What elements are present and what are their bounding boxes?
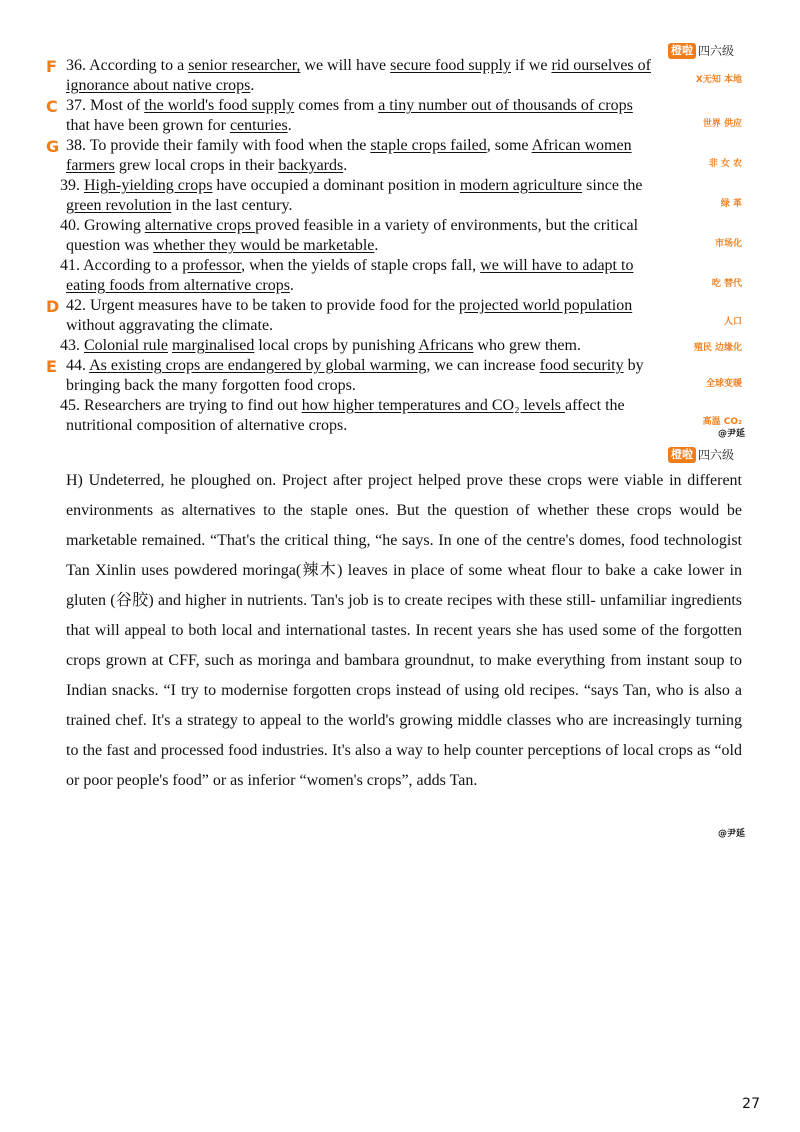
underlined-phrase: eating foods from alternative crops [66, 277, 290, 294]
question-text: . [343, 157, 348, 174]
answer-letter: D [46, 297, 60, 316]
question-text: , when the yields of staple crops fall, [241, 257, 481, 274]
underlined-phrase: centuries [229, 117, 288, 134]
underlined-phrase: marginalised [171, 337, 255, 354]
vocab-annotation: 人口 [723, 317, 742, 327]
vocab-annotation: 世界 供应 [702, 119, 742, 129]
question-line [60, 416, 736, 436]
underlined-phrase: food security [539, 357, 624, 374]
question-line [60, 396, 736, 416]
vocab-annotation: 非 女 农 [708, 159, 742, 169]
passage-text: H) Undeterred, he ploughed on. Project after project helped prove these crops were viable in different environments as alternatives to the staple ones. But the question of whether these crops would be marketable remained. “That's the critical thing, “he says. In one of the centre's domes, food technologist Tan Xinlin uses powdered moringa(辣木) leaves in place of some wheat flour to bake a cake lower in gluten (谷胶) and higher in nutrients. Tan's job is to create recipes with these still- unfamiliar ingredients that will appeal to both local and international tastes. In recent years she has used some of the forgotten crops grown at CFF, such as moringa and bambara groundnut, to make everything from instant soup to Indian snacks. “I try to modernise forgotten crops instead of using old recipes. “says Tan, who is also a trained chef. It's a strategy to appeal to the world's growing middle classes who are increasingly turning to the fast and processed food industries. It's also a way to help counter perceptions of local crops as “old or poor people's food” or as inferior “women's crops”, adds Tan. [66, 472, 742, 789]
answer-letter: C [46, 97, 58, 116]
question-text: affect the [564, 397, 625, 414]
underlined-phrase: a tiny number out of thousands of crops [378, 97, 633, 114]
underlined-phrase: farmers [66, 157, 115, 174]
vocab-annotation: X无知 本地 [695, 75, 742, 85]
question-line [60, 236, 736, 256]
page-number: 27 [742, 1096, 760, 1112]
passage-paragraph [66, 466, 742, 796]
question-line [66, 96, 742, 116]
question-38 [66, 136, 742, 176]
question-line [66, 56, 742, 76]
question-text: grew local crops in their [114, 157, 279, 174]
underlined-phrase: backyards [278, 157, 344, 174]
question-line [60, 176, 736, 196]
underlined-phrase: modern agriculture [459, 177, 583, 194]
underlined-phrase: Africans [418, 337, 474, 354]
question-text: proved feasible in a variety of environments, but the critical [255, 217, 639, 234]
question-text: . [250, 77, 255, 94]
question-line [66, 356, 742, 376]
question-text: we will have [300, 57, 391, 74]
question-36 [66, 56, 742, 96]
question-text: nutritional composition of alternative crops. [66, 417, 348, 434]
question-text: who grew them. [473, 337, 581, 354]
question-text: that have been grown for [66, 117, 230, 134]
question-text: local crops by punishing [254, 337, 419, 354]
question-37 [66, 96, 742, 136]
answer-letter: E [46, 357, 57, 376]
brand-level: 四六级 [698, 43, 735, 58]
question-text: . [374, 237, 379, 254]
question-text: . [289, 277, 294, 294]
question-text: if we [511, 57, 552, 74]
question-text: 45. Researchers are trying to find out [60, 397, 302, 414]
question-line [60, 256, 736, 276]
brand-level: 四六级 [698, 447, 735, 462]
question-text: 44. [66, 357, 90, 374]
vocab-annotation: 高温 CO₂ [702, 417, 742, 427]
question-text: 38. To provide their family with food when the [66, 137, 371, 154]
underlined-phrase: High-yielding crops [84, 177, 213, 194]
question-text: question was [66, 237, 154, 254]
question-40 [60, 216, 736, 256]
question-43 [60, 336, 736, 356]
underlined-phrase: As existing crops are endangered by global warming [89, 357, 427, 374]
question-text: 42. Urgent measures have to be taken to provide food for the [66, 297, 459, 314]
question-text: comes from [294, 97, 379, 114]
question-text: have occupied a dominant position in [212, 177, 460, 194]
question-line [66, 296, 742, 316]
question-line [66, 116, 742, 136]
vocab-annotation: 吃 替代 [711, 279, 742, 289]
question-line [66, 316, 742, 336]
underlined-phrase: projected world population [458, 297, 633, 314]
question-text: without aggravating the climate. [66, 317, 274, 334]
underlined-phrase: green revolution [66, 197, 172, 214]
question-text: 40. Growing [60, 217, 145, 234]
underlined-phrase: the world's food supply [144, 97, 295, 114]
underlined-phrase: whether they would be marketable [153, 237, 375, 254]
question-line [66, 136, 742, 156]
question-text: 36. According to a [66, 57, 189, 74]
brand-tag-middle [668, 446, 734, 463]
answer-letter: G [46, 137, 60, 156]
question-line [60, 196, 736, 216]
underlined-phrase: ignorance about native crops [66, 77, 251, 94]
question-39 [60, 176, 736, 216]
underlined-phrase: staple crops failed [370, 137, 487, 154]
question-text: 41. According to a [60, 257, 183, 274]
underlined-phrase: alternative crops [144, 217, 256, 234]
vocab-annotation: 全球变暖 [705, 379, 742, 389]
question-text: , some [486, 137, 532, 154]
question-line [66, 76, 742, 96]
brand-logo: 橙啦 [668, 447, 696, 463]
question-line [66, 376, 742, 396]
question-line [60, 276, 736, 296]
question-text: , we can increase [426, 357, 540, 374]
underlined-phrase: we will have to adapt to [480, 257, 634, 274]
author-signature: @尹延 [718, 429, 746, 439]
brand-logo: 橙啦 [668, 43, 696, 59]
underlined-phrase: rid ourselves of [551, 57, 651, 74]
answer-letter: F [46, 57, 57, 76]
underlined-phrase: African women [531, 137, 632, 154]
question-text: bringing back the many forgotten food crops. [66, 377, 356, 394]
question-line [60, 216, 736, 236]
question-44 [66, 356, 742, 396]
question-text: 39. [60, 177, 84, 194]
question-text: . [287, 117, 292, 134]
underlined-phrase: professor [182, 257, 242, 274]
vocab-annotation: 市场化 [714, 239, 742, 249]
question-line [66, 156, 742, 176]
question-text: by [623, 357, 644, 374]
underlined-phrase: senior researcher, [188, 57, 301, 74]
underlined-phrase: secure food supply [390, 57, 511, 74]
question-41 [60, 256, 736, 296]
question-line [60, 336, 736, 356]
question-text: in the last century. [171, 197, 293, 214]
vocab-annotation: 绿 革 [720, 199, 742, 209]
question-45 [60, 396, 736, 436]
question-text: 37. Most of [66, 97, 145, 114]
vocab-annotation: 殖民 边缘化 [693, 343, 742, 353]
question-text: since the [582, 177, 643, 194]
underlined-phrase: Colonial rule [84, 337, 168, 354]
question-text: 43. [60, 337, 84, 354]
underlined-phrase: how higher temperatures and CO₂ levels [301, 397, 565, 414]
author-signature: @尹延 [718, 829, 746, 839]
question-42 [66, 296, 742, 336]
